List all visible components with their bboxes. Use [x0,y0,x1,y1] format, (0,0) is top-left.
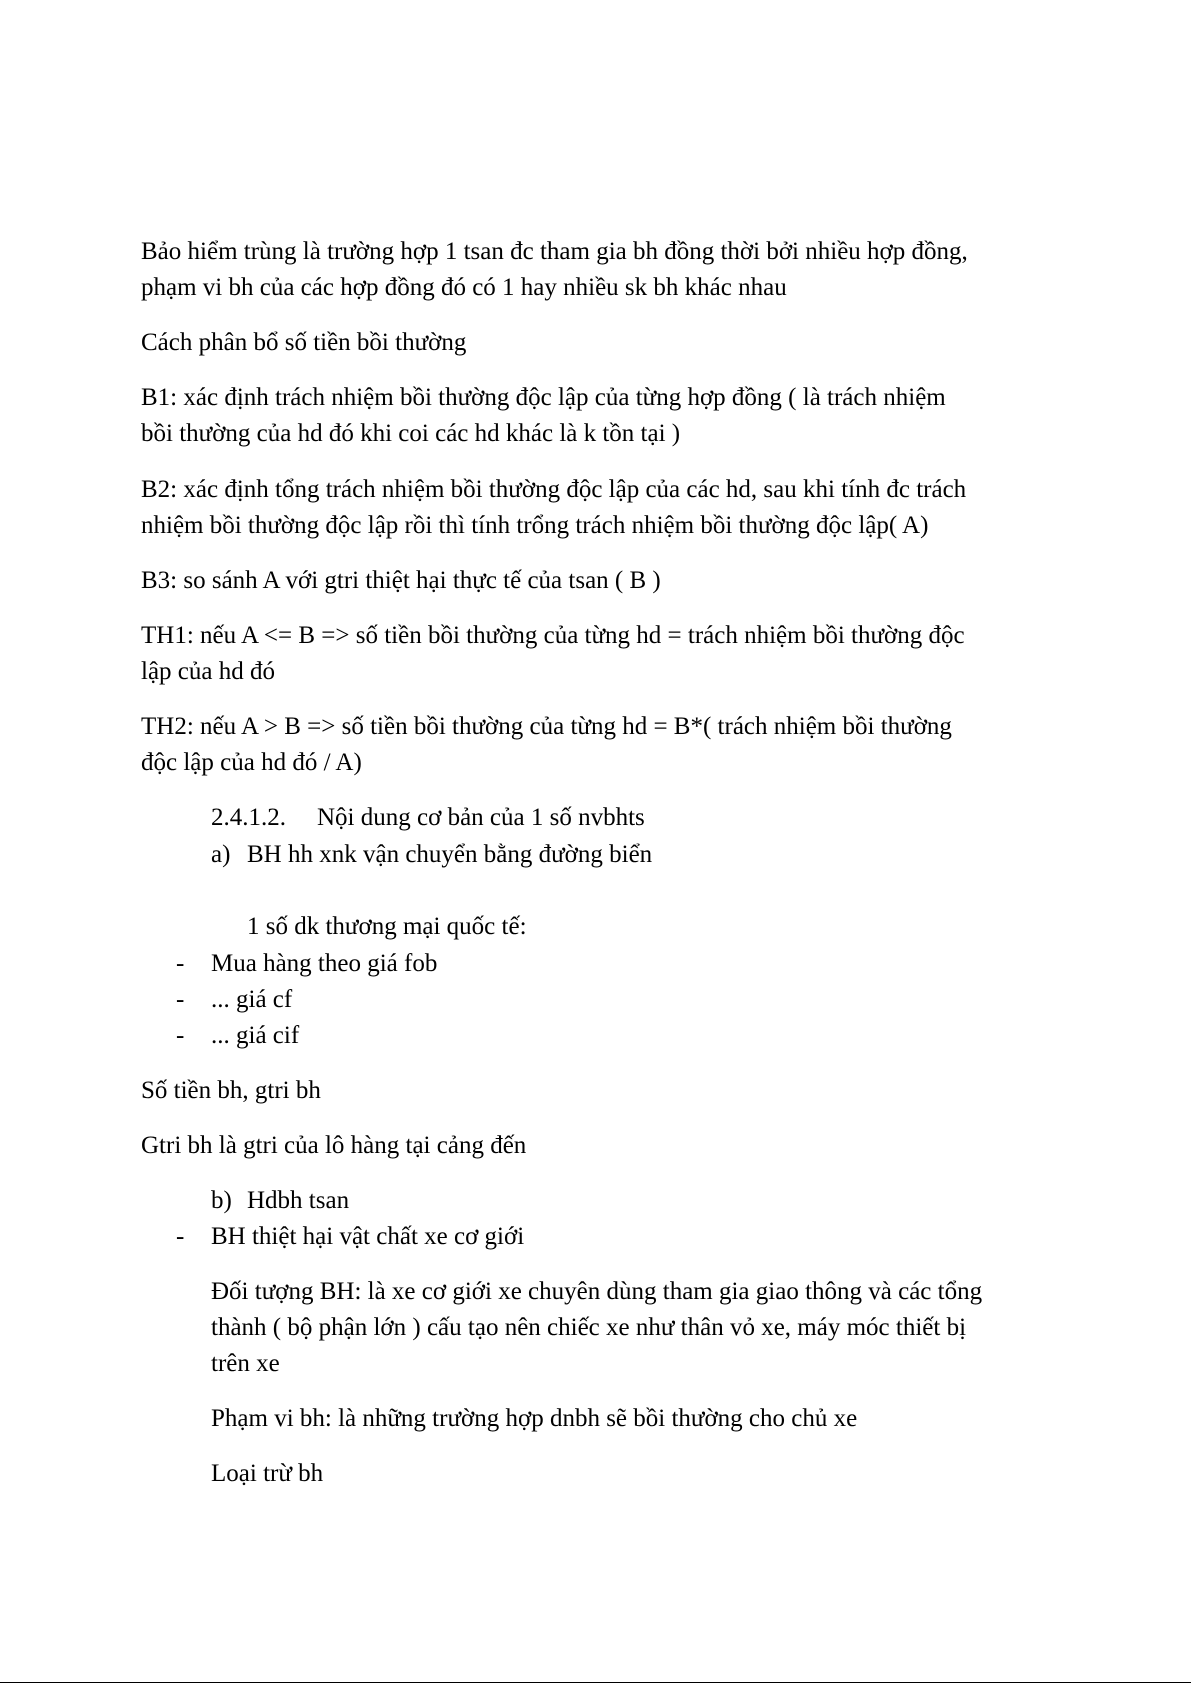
list-item-fob: Mua hàng theo giá fob [211,950,438,977]
paragraph-step-2-line-1: B2: xác định tổng trách nhiệm bồi thường độc lập của các hd, sau khi tính đc trách [141,476,967,503]
paragraph-case-1-line-2: lập của hd đó [141,658,275,685]
bullet-dash: - [176,1223,185,1250]
bullet-dash: - [176,986,185,1013]
paragraph-case-2-line-2: độc lập của hd đó / A) [141,749,362,776]
paragraph-step-1-line-1: B1: xác định trách nhiệm bồi thường độc lập của từng hợp đồng ( là trách nhiệm [141,384,946,411]
list-item-b-marker: b) [211,1187,232,1214]
section-heading-text: Nội dung cơ bản của 1 số nvbhts [317,804,645,831]
list-item-vehicle-damage: BH thiệt hại vật chất xe cơ giới [211,1223,525,1250]
paragraph-step-3: B3: so sánh A với gtri thiệt hại thực tế của tsan ( B ) [141,567,661,594]
page-bottom-rule [0,1682,1191,1683]
paragraph-case-1-line-1: TH1: nếu A <= B => số tiền bồi thường của từng hd = trách nhiệm bồi thường độc [141,622,965,649]
paragraph-step-2-line-2: nhiệm bồi thường độc lập rồi thì tính trổng trách nhiệm bồi thường độc lập( A) [141,512,929,539]
paragraph-insured-value: Gtri bh là gtri của lô hàng tại cảng đến [141,1132,527,1159]
paragraph-step-1-line-2: bồi thường của hd đó khi coi các hd khác là k tồn tại ) [141,420,681,447]
paragraph-case-2-line-1: TH2: nếu A > B => số tiền bồi thường của từng hd = B*( trách nhiệm bồi thường [141,713,952,740]
paragraph-double-insurance-line-1: Bảo hiểm trùng là trường hợp 1 tsan đc tham gia bh đồng thời bởi nhiều hợp đồng, [141,238,968,265]
list-item-a-text: BH hh xnk vận chuyển bằng đường biển [247,841,653,868]
paragraph-object-line-3: trên xe [211,1350,280,1377]
intl-terms-label: 1 số dk thương mại quốc tế: [247,913,527,940]
paragraph-object-line-2: thành ( bộ phận lớn ) cấu tạo nên chiếc xe như thân vỏ xe, máy móc thiết bị [211,1314,967,1341]
list-item-b-text: Hdbh tsan [247,1187,350,1214]
paragraph-sum-insured: Số tiền bh, gtri bh [141,1077,321,1104]
list-item-a-marker: a) [211,841,231,868]
paragraph-exclusion: Loại trừ bh [211,1460,324,1487]
section-heading-number: 2.4.1.2. [211,804,286,831]
bullet-dash: - [176,1022,185,1049]
paragraph-allocation-method: Cách phân bổ số tiền bồi thường [141,329,467,356]
paragraph-object-line-1: Đối tượng BH: là xe cơ giới xe chuyên dùng tham gia giao thông và các tổng [211,1278,983,1305]
list-item-cif: ... giá cif [211,1022,300,1049]
paragraph-scope: Phạm vi bh: là những trường hợp dnbh sẽ bồi thường cho chủ xe [211,1405,858,1432]
bullet-dash: - [176,950,185,977]
list-item-cf: ... giá cf [211,986,293,1013]
paragraph-double-insurance-line-2: phạm vi bh của các hợp đồng đó có 1 hay nhiều sk bh khác nhau [141,274,787,301]
